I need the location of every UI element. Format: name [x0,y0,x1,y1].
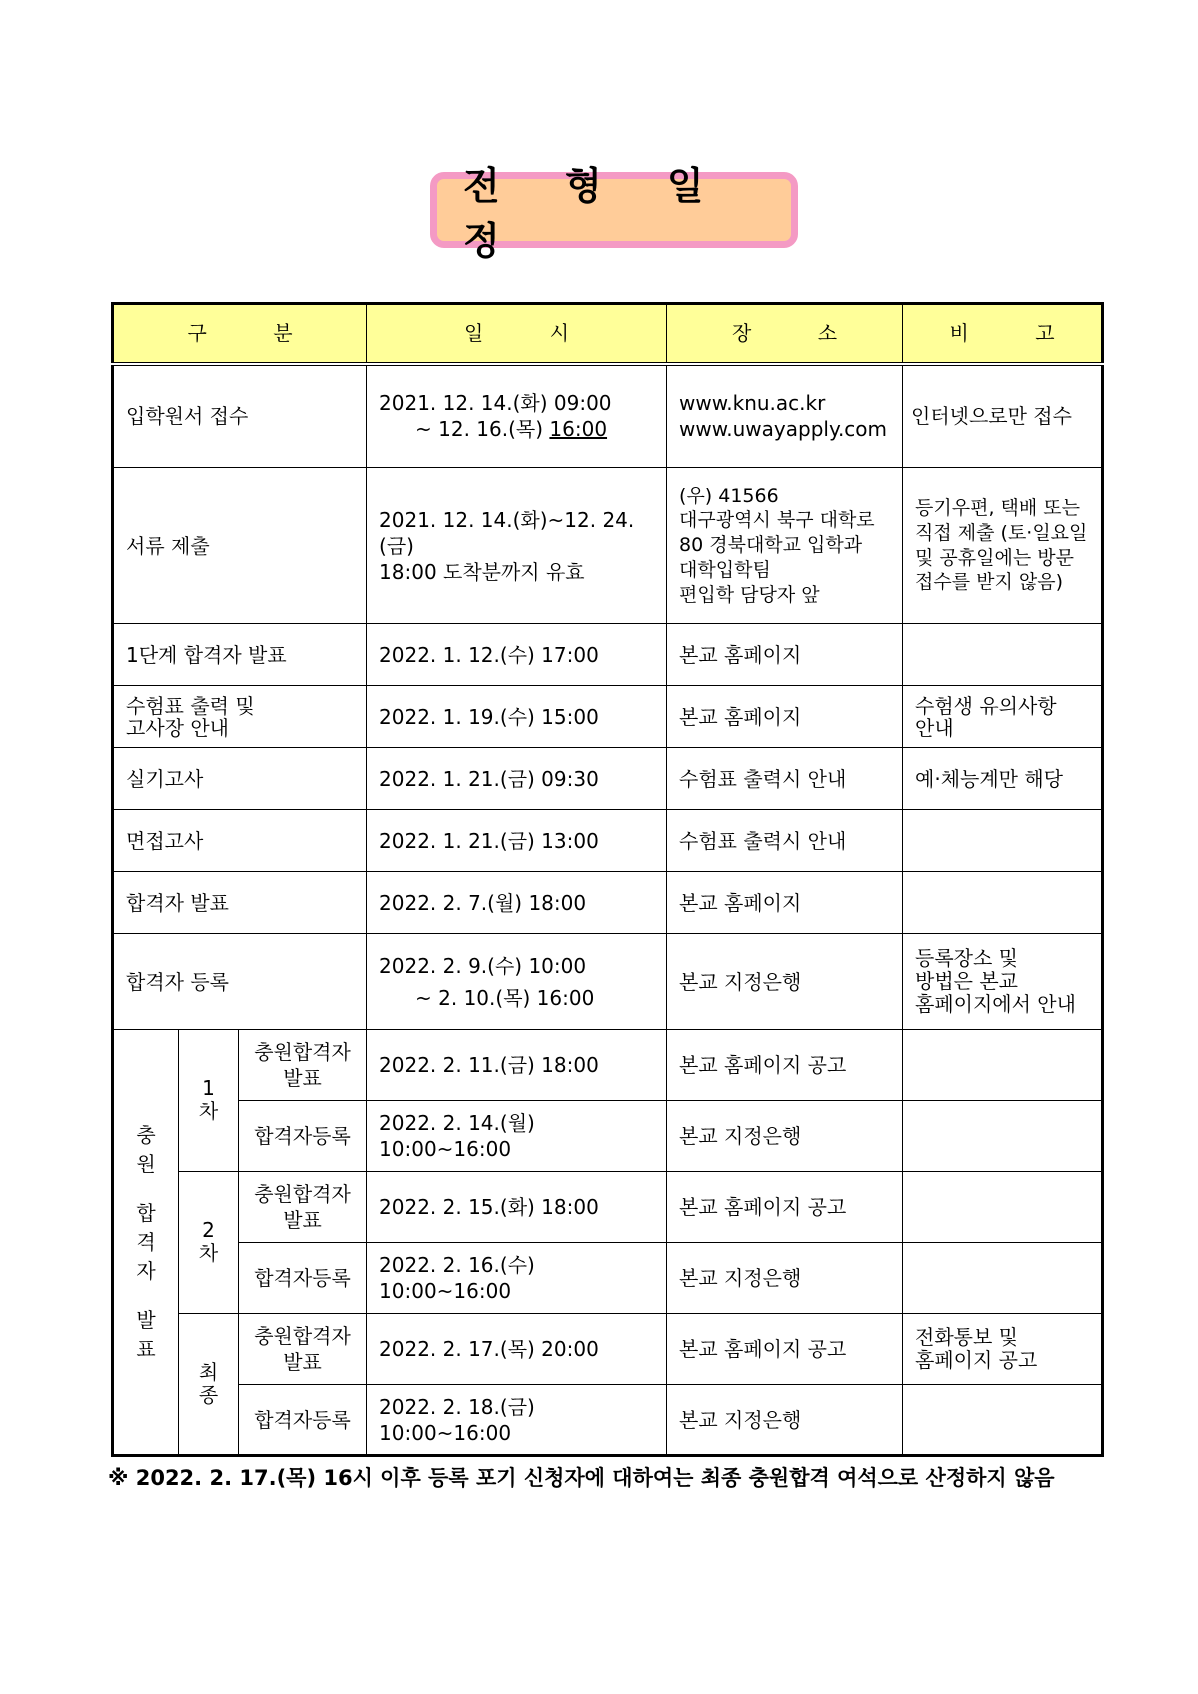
row-place: 본교 지정은행 [667,934,903,1030]
note-line: 전화통보 및 [915,1325,1018,1349]
table-row [113,872,1103,934]
round-label-char: 종 [198,1382,219,1407]
group-label-char: 충 [136,1122,156,1147]
row-date: 2022. 2. 17.(목) 20:00 [367,1314,667,1385]
note-line: 접수를 받지 않음) [915,571,1064,594]
website-link[interactable]: www.knu.ac.kr [679,391,826,416]
address-line: 대구광역시 북구 대학로 [679,509,875,532]
type-line: 충원합격자 [254,1324,351,1348]
row-date: 2022. 1. 21.(금) 13:00 [367,810,667,872]
schedule-table [111,302,1104,1457]
footnote: ※ 2022. 2. 17.(목) 16시 이후 등록 포기 신청자에 대하여는 최종 충원합격 여석으로 산정하지 않음 [108,1466,1055,1490]
round-item-type: 합격자등록 [239,1243,367,1314]
group-label-char: 합 [136,1200,156,1225]
row-category: 1단계 합격자 발표 [113,624,367,686]
note-line: 홈페이지 공고 [915,1348,1038,1372]
type-line: 발표 [283,1350,322,1374]
row-date: 2022. 2. 11.(금) 18:00 [367,1030,667,1101]
row-note: 인터넷으로만 접수 [903,364,1103,468]
note-line: 및 공휴일에는 방문 [915,546,1074,569]
table-row [113,364,1103,468]
row-place: 본교 홈페이지 [667,624,903,686]
row-date: 2022. 1. 12.(수) 17:00 [367,624,667,686]
row-note [903,1030,1103,1101]
round-label-char: 차 [198,1099,219,1123]
date-time-underlined: 16:00 [549,417,608,442]
row-date: 2022. 2. 7.(월) 18:00 [367,872,667,934]
website-link[interactable]: www.uwayapply.com [679,417,888,442]
row-category: 합격자 등록 [113,934,367,1030]
row-category: 합격자 발표 [113,872,367,934]
row-place: 본교 홈페이지 [667,686,903,748]
round-label [179,1030,239,1172]
table-row [113,468,1103,624]
date-line: 2021. 12. 14.(화)~12. 24.(금) [379,507,635,558]
round-item-type: 합격자등록 [239,1385,367,1456]
row-note [903,686,1103,748]
group-label-char: 격 [136,1229,156,1254]
row-note [903,1243,1103,1314]
type-line: 발표 [283,1066,322,1090]
group-label-gap [136,1179,155,1199]
address-line: 편입학 담당자 앞 [679,583,820,606]
round-item-type [239,1172,367,1243]
row-category [113,686,367,748]
group-label-char: 발 [136,1307,156,1332]
address-line: (우) 41566 [679,484,779,507]
table-row [113,934,1103,1030]
row-place: 본교 홈페이지 공고 [667,1314,903,1385]
round-label-char: 2 [202,1218,215,1242]
category-line: 고사장 안내 [126,715,229,740]
round-label-char: 차 [198,1241,219,1265]
row-category: 면접고사 [113,810,367,872]
row-place: 본교 지정은행 [667,1101,903,1172]
table-row [113,624,1103,686]
round-label-char: 최 [198,1359,219,1384]
row-category: 서류 제출 [113,468,367,624]
note-line: 방법은 본교 [915,969,1018,993]
type-line: 충원합격자 [254,1040,351,1064]
row-note [903,1314,1103,1385]
row-category: 입학원서 접수 [113,364,367,468]
date-line: 2022. 2. 9.(수) 10:00 [379,953,587,978]
row-date: 2022. 2. 14.(월) 10:00~16:00 [367,1101,667,1172]
row-date: 2022. 2. 16.(수) 10:00~16:00 [367,1243,667,1314]
header-category: 구 분 [113,304,367,364]
row-date: 2022. 1. 19.(수) 15:00 [367,686,667,748]
row-note [903,1385,1103,1456]
table-row [113,1030,1103,1101]
table-header-row [113,304,1103,364]
title-box [430,164,798,263]
row-category: 실기고사 [113,748,367,810]
row-place: 수험표 출력시 안내 [667,810,903,872]
row-place: 본교 지정은행 [667,1243,903,1314]
table-row [113,748,1103,810]
date-line: 18:00 도착분까지 유효 [379,559,585,584]
row-place [667,364,903,468]
row-place [667,468,903,624]
table-row [113,1314,1103,1385]
row-note [903,872,1103,934]
group-label-char: 원 [136,1151,156,1176]
type-line: 발표 [283,1208,322,1232]
row-place: 수험표 출력시 안내 [667,748,903,810]
header-place: 장 소 [667,304,903,364]
row-place: 본교 홈페이지 공고 [667,1030,903,1101]
row-note [903,624,1103,686]
date-line: 2021. 12. 14.(화) 09:00 [379,391,612,416]
round-label [179,1314,239,1456]
note-line: 등록장소 및 [915,946,1018,970]
row-note [903,1101,1103,1172]
round-item-type: 합격자등록 [239,1101,367,1172]
row-date: 2022. 2. 18.(금) 10:00~16:00 [367,1385,667,1456]
chungwon-group-label [113,1030,179,1456]
note-line: 수험생 유의사항 [915,693,1057,718]
row-date [367,934,667,1030]
note-line: 직접 제출 (토·일요일 [915,521,1088,544]
row-note: 예·체능계만 해당 [903,748,1103,810]
address-line: 80 경북대학교 입학과 [679,534,863,557]
note-line: 안내 [915,715,954,740]
row-note [903,468,1103,624]
group-label-char: 표 [136,1336,156,1361]
note-line: 홈페이지에서 안내 [915,992,1076,1016]
address-line: 대학입학팀 [679,558,771,581]
row-date: 2022. 2. 15.(화) 18:00 [367,1172,667,1243]
group-label-gap [136,1286,155,1306]
round-label [179,1172,239,1314]
table-row [113,810,1103,872]
group-label-char: 자 [136,1258,156,1283]
note-line: 등기우편, 택배 또는 [915,497,1080,520]
date-part: ~ 12. 16.(목) [415,417,550,442]
row-place: 본교 홈페이지 [667,872,903,934]
header-date: 일 시 [367,304,667,364]
row-note [903,934,1103,1030]
header-note: 비 고 [903,304,1103,364]
round-item-type [239,1314,367,1385]
table-row [113,1101,1103,1172]
table-row [113,1172,1103,1243]
row-date [367,364,667,468]
row-date: 2022. 1. 21.(금) 09:30 [367,748,667,810]
row-note [903,810,1103,872]
table-row [113,686,1103,748]
page-title: 전 형 일 정 [463,164,730,263]
table-row [113,1385,1103,1456]
row-date [367,468,667,624]
date-line: ~ 2. 10.(목) 16:00 [415,985,595,1010]
round-label-char: 1 [202,1076,215,1100]
table-row [113,1243,1103,1314]
row-place: 본교 홈페이지 공고 [667,1172,903,1243]
row-place: 본교 지정은행 [667,1385,903,1456]
type-line: 충원합격자 [254,1182,351,1206]
round-item-type [239,1030,367,1101]
row-note [903,1172,1103,1243]
date-line [379,416,654,442]
category-line: 수험표 출력 및 [126,693,255,718]
